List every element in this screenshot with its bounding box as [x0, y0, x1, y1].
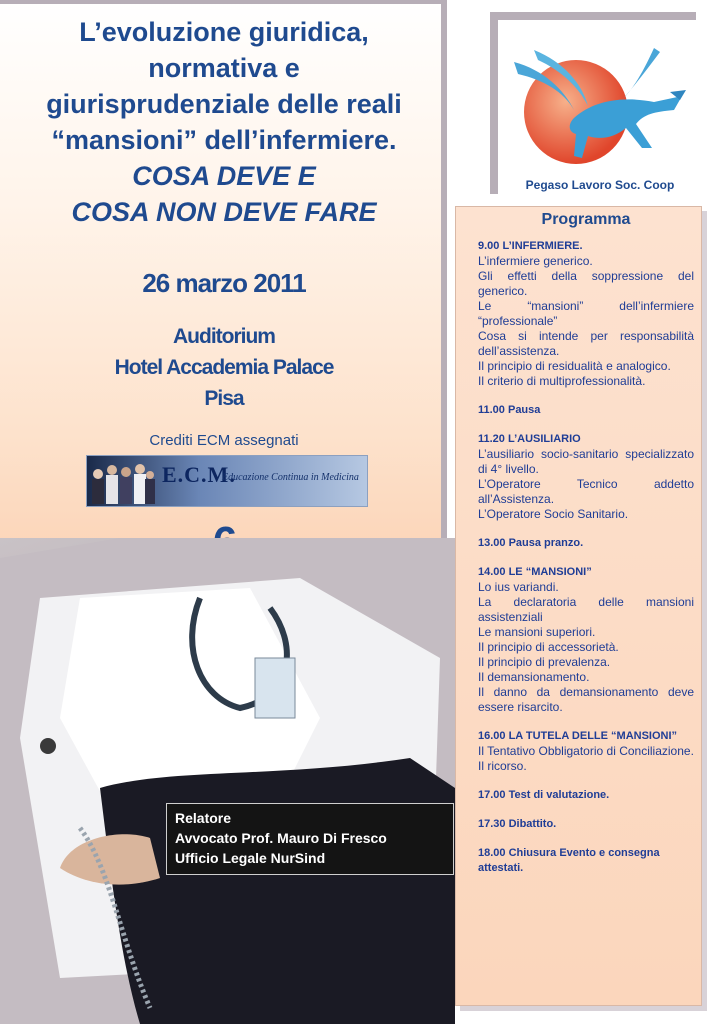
program-section-head: 14.00 LE “MANSIONI” [478, 566, 592, 578]
nurse-photo-image [0, 538, 455, 1024]
program-item: L’Operatore Tecnico addetto all’Assistenza. [478, 477, 694, 506]
program-item: Il danno da demansionamento deve essere risarcito. [478, 685, 694, 714]
program-section [478, 817, 694, 832]
subtitle-line: COSA DEVE E [132, 161, 316, 191]
program-title: Programma [541, 211, 631, 228]
program-item: Il principio di accessorietà. [478, 640, 619, 654]
venue-line: Hotel Accademia Palace [114, 356, 334, 379]
program-item: Gli effetti della soppressione del generico. [478, 269, 694, 298]
program-section-head: 17.30 Dibattito. [478, 818, 557, 830]
program-section [478, 403, 694, 418]
photo [0, 538, 455, 1024]
ecm-people-image [88, 460, 156, 504]
program-section-head: 17.00 Test di valutazione. [478, 789, 610, 801]
program-item: Le “mansioni” dell’infermiere “professionale” [478, 299, 694, 328]
program-section [478, 432, 694, 522]
program-section [478, 239, 694, 389]
program-item: Il criterio di multiprofessionalità. [478, 374, 646, 388]
organization-name: Pegaso Lavoro Soc. Coop [525, 178, 675, 192]
program-item: Il Tentativo Obbligatorio di Conciliazione. [478, 744, 694, 758]
title-line: “mansioni” dell’infermiere. [51, 125, 397, 155]
relatore-label: Relatore [175, 810, 232, 826]
ecm-banner-text: Educazione Continua in Medicina [222, 472, 359, 483]
program-item: Cosa si intende per responsabilità dell’assistenza. [478, 329, 694, 358]
title-line: normativa e [148, 53, 300, 83]
program-item: Il demansionamento. [478, 670, 590, 684]
program-section-head: 11.20 L’AUSILIARIO [478, 433, 581, 445]
event-date: 26 marzo 2011 [142, 268, 306, 298]
program-item: Le mansioni superiori. [478, 625, 596, 639]
program-item: L’Operatore Socio Sanitario. [478, 507, 629, 521]
venue [8, 321, 440, 414]
pegasus-logo-icon [504, 40, 694, 180]
program-section-head: 13.00 Pausa pranzo. [478, 537, 584, 549]
program-section [478, 565, 694, 715]
program [478, 212, 694, 890]
program-section-head: 16.00 LA TUTELA DELLE “MANSIONI” [478, 730, 678, 742]
program-section-head: 18.00 Chiusura Evento e consegna attestati. [478, 847, 660, 874]
program-section-head: 9.00 L’INFERMIERE. [478, 240, 583, 252]
venue-line: Auditorium [173, 325, 275, 348]
program-item: L’infermiere generico. [478, 254, 593, 268]
venue-line: Pisa [204, 387, 244, 410]
relatore-office: Ufficio Legale NurSind [175, 850, 326, 866]
event-title [8, 14, 440, 230]
program-item: Lo ius variandi. [478, 580, 559, 594]
program-section [478, 729, 694, 774]
relatore-box [166, 803, 454, 875]
program-section [478, 788, 694, 803]
program-sections [478, 239, 694, 876]
program-section [478, 536, 694, 551]
relatore-name: Avvocato Prof. Mauro Di Fresco [175, 830, 387, 846]
credits-label: Crediti ECM assegnati [149, 432, 299, 449]
program-section-head: 11.00 Pausa [478, 404, 541, 416]
program-item: Il principio di residualità e analogico. [478, 359, 671, 373]
title-line: L’evoluzione giuridica, [79, 17, 369, 47]
subtitle-line: COSA NON DEVE FARE [71, 197, 377, 227]
program-item: La declaratoria delle mansioni assistenziali [478, 595, 694, 624]
title-line: giurisprudenziale delle reali [46, 89, 402, 119]
program-item: Il principio di prevalenza. [478, 655, 611, 669]
program-item: Il ricorso. [478, 759, 527, 773]
ecm-logo: E.C.M. [162, 462, 236, 487]
program-section [478, 846, 694, 876]
program-item: L’ausiliario socio-sanitario specializzato di 4° livello. [478, 447, 694, 476]
